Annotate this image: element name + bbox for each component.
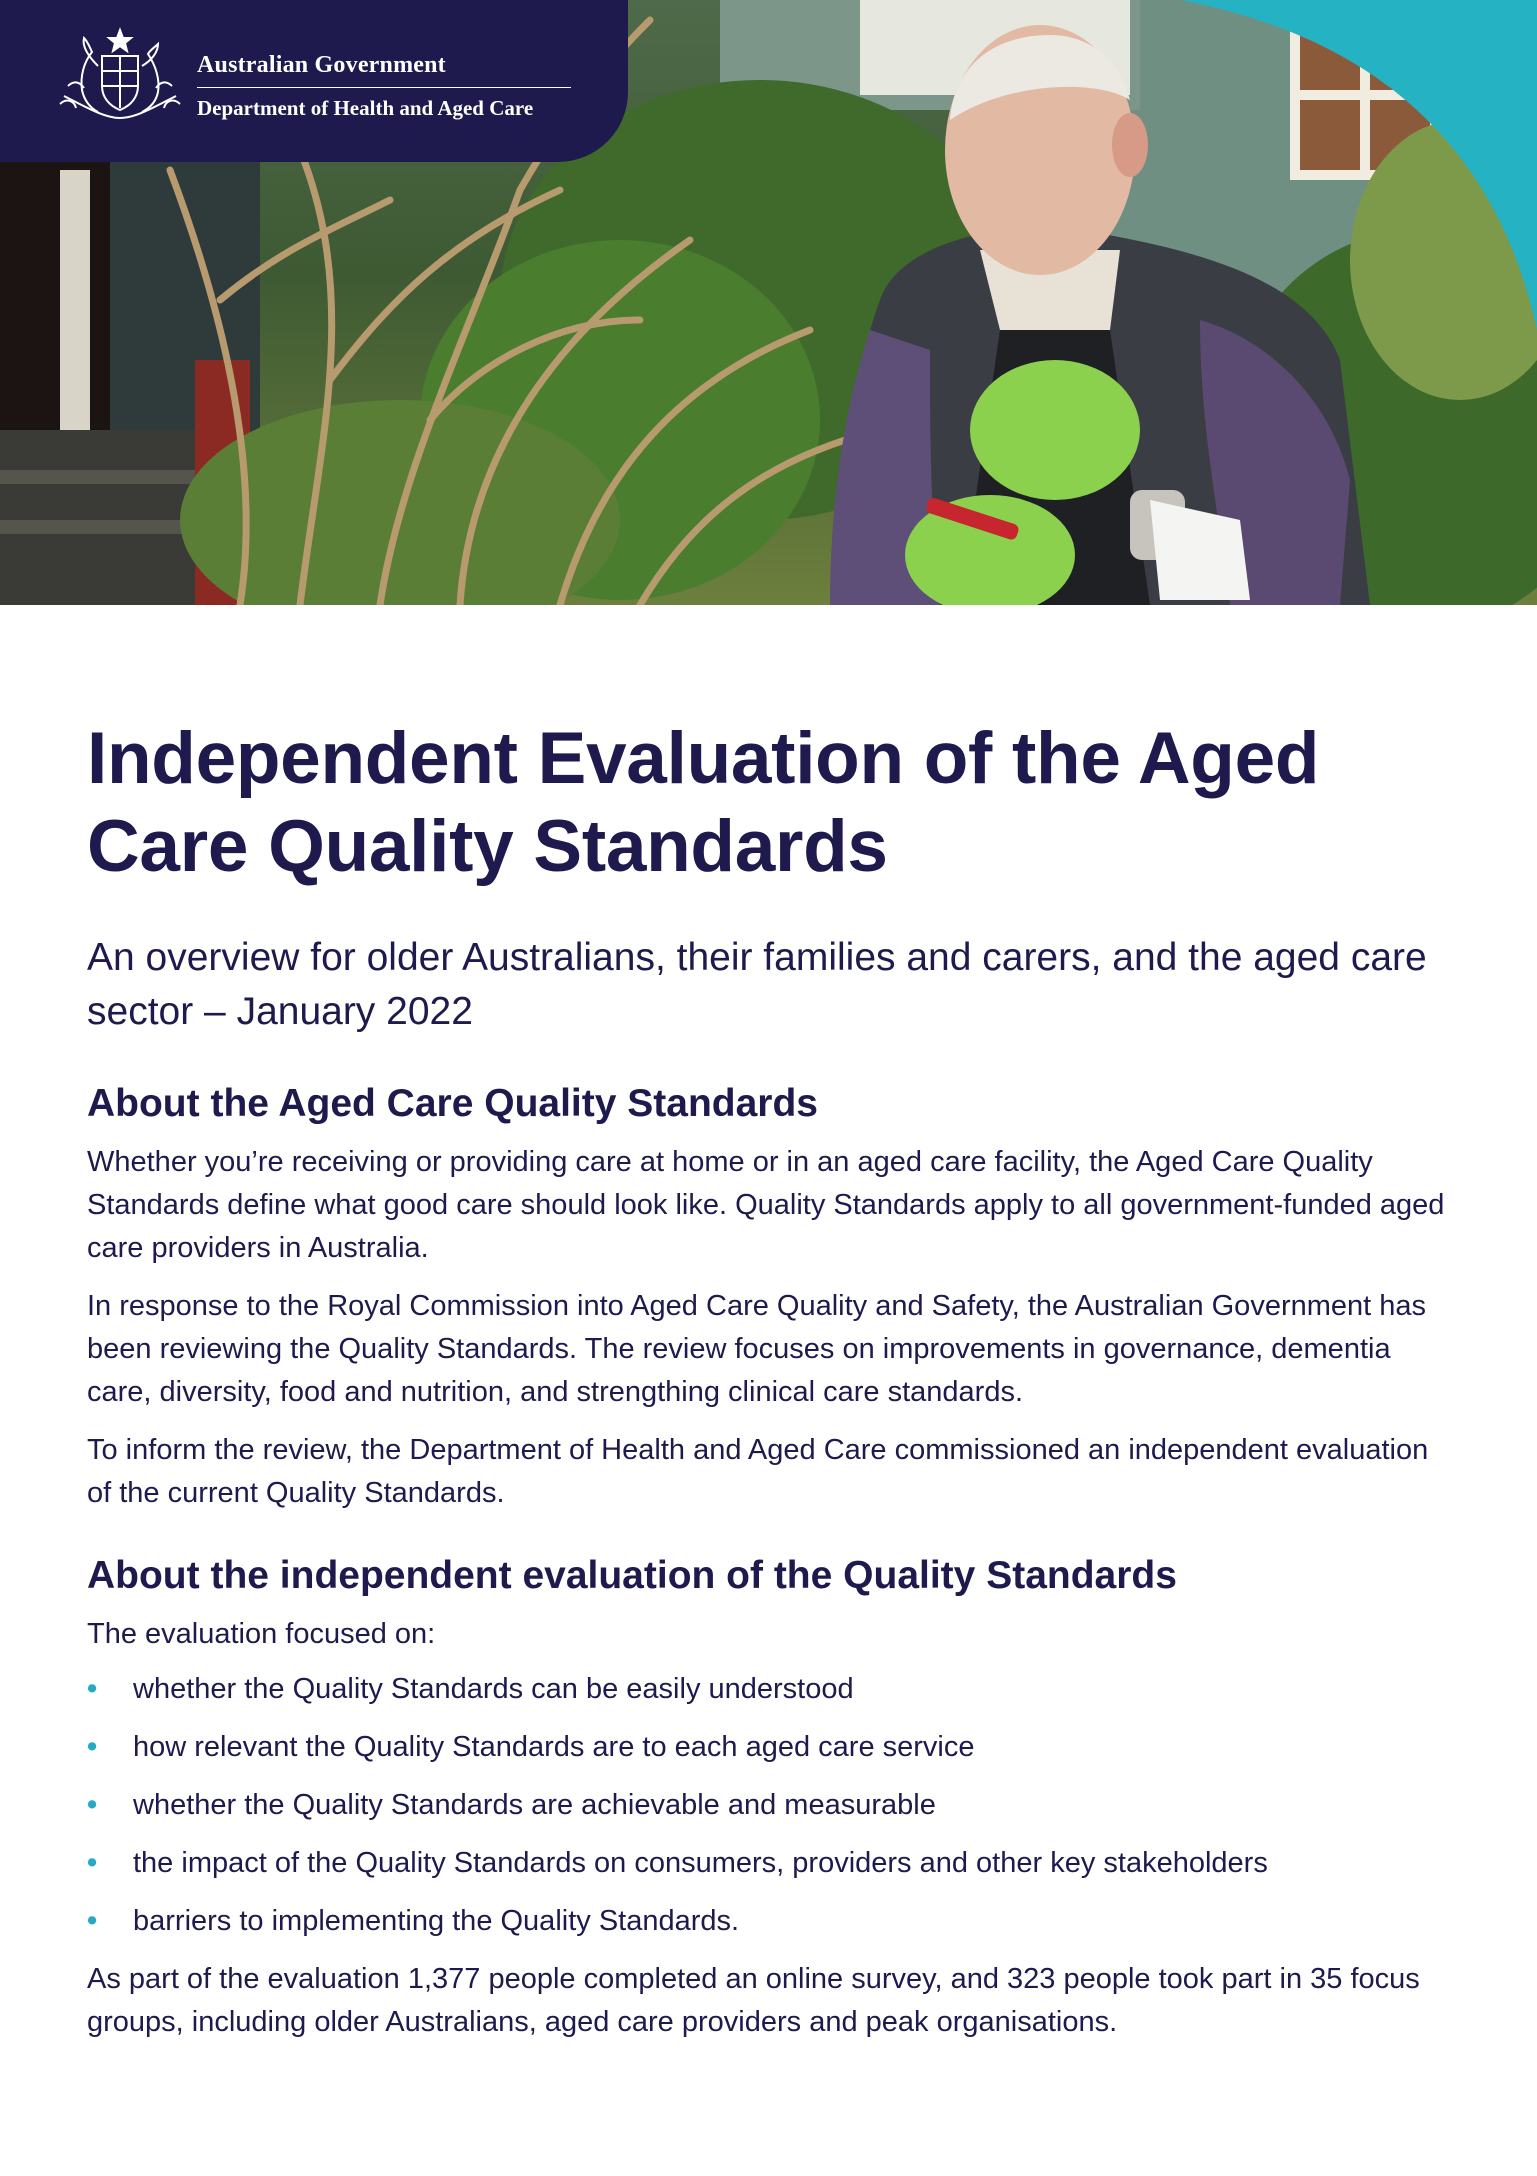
header-divider <box>197 87 571 88</box>
document-body <box>87 715 1447 2044</box>
bullet-dot-icon: • <box>87 1731 98 1763</box>
bullet-dot-icon: • <box>87 1847 98 1879</box>
list-item <box>87 1900 1447 1943</box>
bullet-list <box>87 1668 1447 1943</box>
government-name: Australian Government <box>197 52 446 78</box>
bullet-dot-icon: • <box>87 1673 98 1705</box>
list-item-text: barriers to implementing the Quality Standards. <box>133 1905 740 1937</box>
paragraph: As part of the evaluation 1,377 people completed an online survey, and 323 people took part in 35 focus groups, including older Australians, aged care providers and peak organisations. <box>87 1963 1420 2038</box>
list-item-text: whether the Quality Standards can be easily understood <box>133 1673 854 1705</box>
list-item-text: the impact of the Quality Standards on consumers, providers and other key stakeholders <box>133 1847 1268 1879</box>
list-item <box>87 1726 1447 1769</box>
list-item-text: how relevant the Quality Standards are to each aged care service <box>133 1731 975 1763</box>
green-glove-right <box>970 360 1140 500</box>
list-item <box>87 1842 1447 1885</box>
list-item <box>87 1784 1447 1827</box>
paragraph: Whether you’re receiving or providing care at home or in an aged care facility, the Aged Care Quality Standards define what good care should look like. Quality Standards apply to all government-funded aged care providers in Australia. <box>87 1146 1445 1264</box>
paragraph: To inform the review, the Department of Health and Aged Care commissioned an independent evaluation of the current Quality Standards. <box>87 1434 1429 1509</box>
paragraph: In response to the Royal Commission into Aged Care Quality and Safety, the Australian Government has been reviewing the Quality Standards. The review focuses on improvements in governance, dementia care, diversity, food and nutrition, and strengthing clinical care standards. <box>87 1290 1427 1408</box>
document-subtitle: An overview for older Australians, their families and carers, and the aged care sector – January 2022 <box>87 936 1427 1033</box>
section-heading-about-standards: About the Aged Care Quality Standards <box>87 1082 818 1125</box>
government-header <box>0 0 628 162</box>
bullet-dot-icon: • <box>87 1789 98 1821</box>
section-heading-independent-evaluation: About the independent evaluation of the Quality Standards <box>87 1554 1177 1597</box>
document-title: Independent Evaluation of the Aged Care Quality Standards <box>87 718 1320 887</box>
bullet-dot-icon: • <box>87 1905 98 1937</box>
coat-of-arms-icon <box>54 26 186 126</box>
department-name: Department of Health and Aged Care <box>197 96 534 120</box>
paragraph: The evaluation focused on: <box>87 1618 436 1650</box>
list-item <box>87 1668 1447 1711</box>
list-item-text: whether the Quality Standards are achievable and measurable <box>133 1789 936 1821</box>
